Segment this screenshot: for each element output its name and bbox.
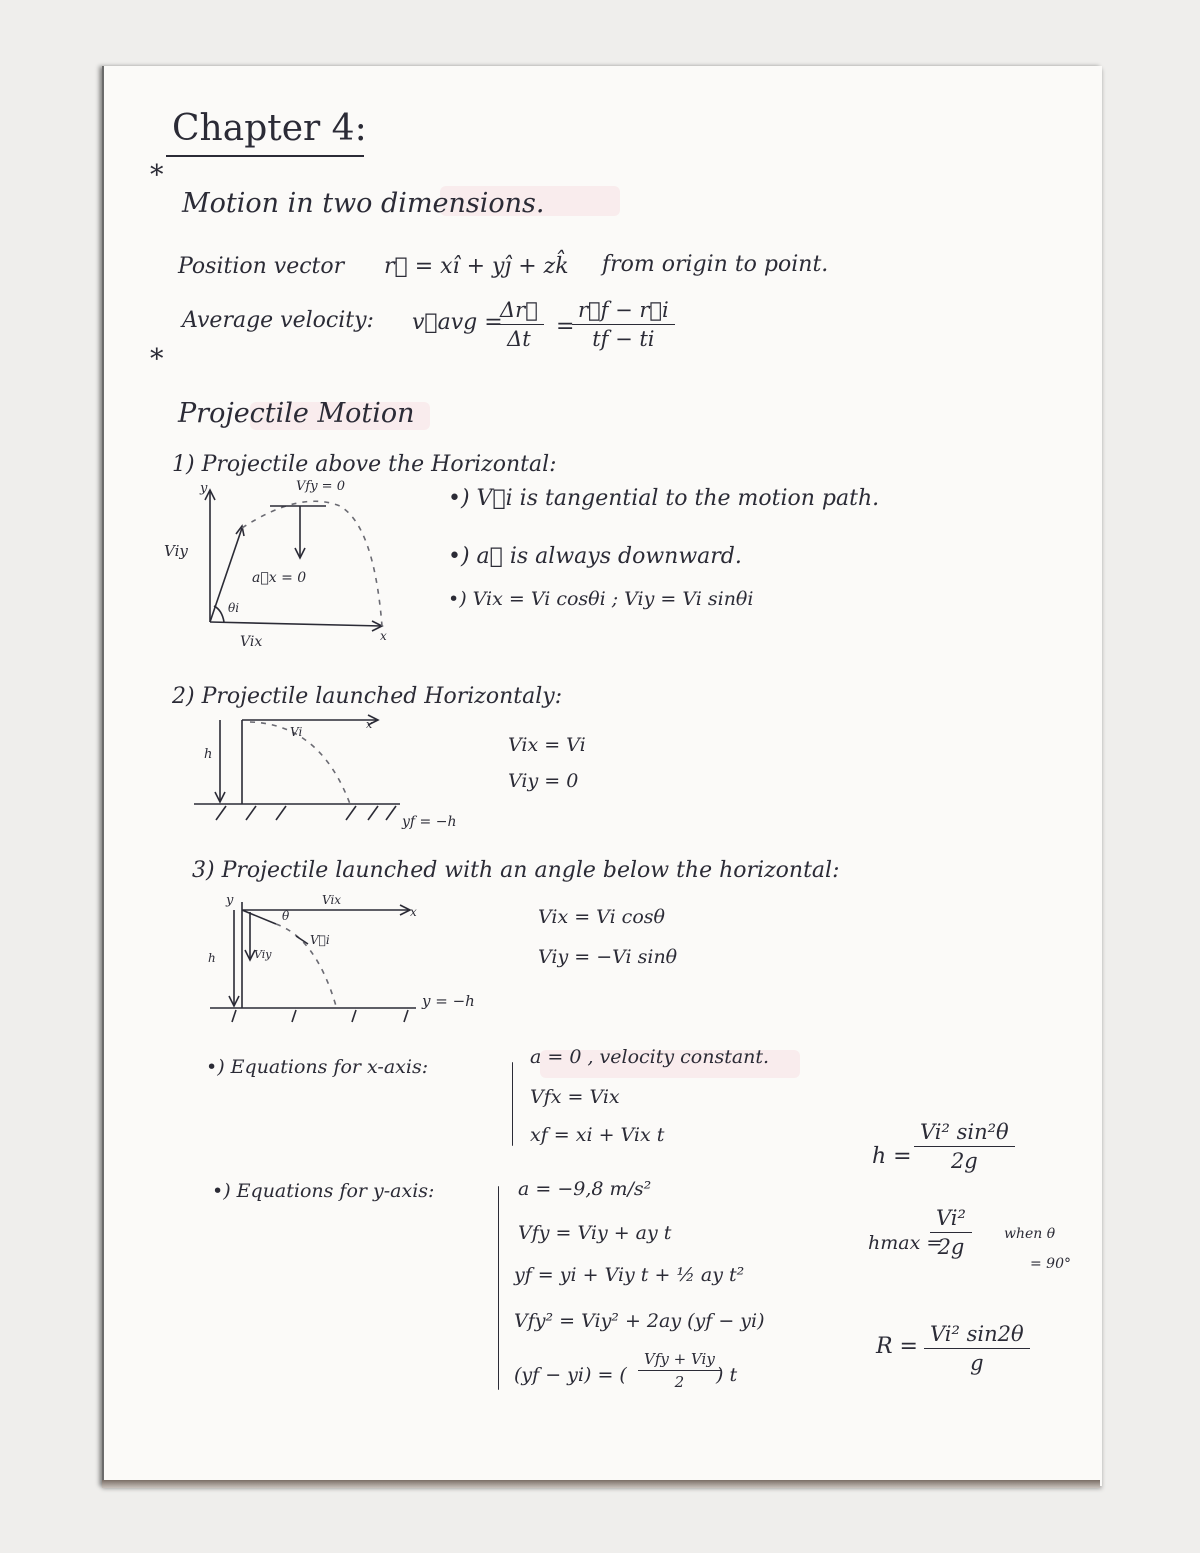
position-label: Position vector: [178, 254, 345, 279]
y-equation: yf = yi + Viy t + ½ ay t²: [514, 1264, 745, 1286]
y-equation: a = −9,8 m/s²: [518, 1178, 652, 1200]
angle-ray: [242, 910, 276, 924]
diagram-label: Viy: [164, 542, 188, 560]
x-axis-equations-label: •) Equations for x-axis:: [206, 1056, 429, 1078]
height-formula-lhs: h =: [872, 1144, 912, 1169]
height-formula-fraction: [914, 1120, 1015, 1173]
equals-sign: =: [556, 314, 575, 339]
diagram-label: θi: [228, 601, 240, 615]
fraction-numerator: Vi²: [930, 1206, 972, 1233]
hmax-formula-fraction: [930, 1206, 972, 1259]
x-equations-brace: [512, 1062, 513, 1146]
ground-hatch: [246, 806, 256, 820]
case3-diagram: [196, 888, 496, 1038]
chapter-underline: [166, 155, 364, 157]
case1-heading: 1) Projectile above the Horizontal:: [172, 452, 557, 477]
case2-equation: Vix = Vi: [508, 734, 586, 756]
x-equation: a = 0 , velocity constant.: [530, 1046, 770, 1068]
angle-arc: [214, 606, 224, 622]
diagram-label: Vix: [240, 634, 263, 650]
fraction-denominator: 2g: [937, 1235, 965, 1259]
hmax-formula-lhs: hmax =: [868, 1232, 943, 1254]
diagram-label: Viy: [254, 948, 272, 961]
case1-note: •) V⃗i is tangential to the motion path.: [448, 486, 880, 511]
diagram-label: x: [380, 629, 387, 643]
case3-equation: Viy = −Vi sinθ: [538, 946, 678, 968]
diagram-label: x: [410, 905, 417, 919]
fraction-denominator: tf − ti: [592, 327, 655, 351]
diagram-label: Vix: [322, 893, 342, 907]
diagram-label: V⃗i: [310, 933, 330, 947]
diagram-label: h: [204, 747, 213, 762]
diagram-label: x: [366, 718, 373, 731]
trajectory-path: [242, 501, 382, 626]
ground-hatch: [368, 806, 378, 820]
section-star: *: [150, 160, 164, 191]
case1-diagram: [160, 478, 420, 648]
case1-note: •) a⃗ is always downward.: [448, 544, 742, 569]
fraction-numerator: Δr⃗: [494, 298, 544, 325]
velocity-fraction-1: [494, 298, 544, 351]
case2-equation: Viy = 0: [508, 770, 579, 792]
chapter-title: Chapter 4:: [172, 108, 367, 149]
fraction-denominator: 2g: [950, 1149, 978, 1173]
diagram-label: a⃗x = 0: [252, 570, 307, 586]
velocity-label: Average velocity:: [182, 308, 374, 333]
y-equation-last-fraction: [638, 1350, 721, 1391]
range-formula-lhs: R =: [876, 1334, 918, 1359]
section-heading-motion: Motion in two dimensions.: [182, 188, 545, 219]
fraction-numerator: Vi² sin²θ: [914, 1120, 1015, 1147]
ground-hatch: [386, 806, 396, 820]
ground-hatch: [216, 806, 226, 820]
range-formula-fraction: [924, 1322, 1030, 1375]
ground-hatch: [276, 806, 286, 820]
y-equations-brace: [498, 1186, 499, 1390]
y-equation-last-lhs: (yf − yi) = (: [514, 1364, 627, 1386]
fraction-numerator: r⃗f − r⃗i: [572, 298, 675, 325]
hmax-note: when θ: [1004, 1226, 1056, 1242]
position-expression: r⃗ = xî + yĵ + zk̂: [384, 254, 569, 279]
case1-note: •) Vix = Vi cosθi ; Viy = Vi sinθi: [448, 588, 754, 610]
diagram-label: y: [200, 481, 208, 496]
velocity-fraction-2: [572, 298, 675, 351]
x-axis-line: [210, 622, 382, 626]
y-equation-last-rhs: ) t: [716, 1364, 738, 1386]
ground-hatch: [404, 1010, 408, 1022]
section-star: *: [150, 344, 164, 375]
diagram-label: h: [208, 951, 216, 965]
x-equation: xf = xi + Vix t: [530, 1124, 665, 1146]
diagram-label: Vfy = 0: [296, 479, 345, 494]
section-heading-projectile: Projectile Motion: [178, 398, 415, 429]
diagram-label: θ: [282, 909, 290, 923]
y-equation: Vfy² = Viy² + 2ay (yf − yi): [514, 1310, 765, 1332]
position-tail: from origin to point.: [602, 252, 829, 277]
fraction-numerator: Vi² sin2θ: [924, 1322, 1030, 1349]
x-equation: Vfx = Vix: [530, 1086, 620, 1108]
fraction-denominator: g: [970, 1351, 984, 1375]
case3-heading: 3) Projectile launched with an angle below the horizontal:: [192, 858, 840, 883]
case2-diagram: [190, 708, 470, 838]
fraction-denominator: 2: [674, 1373, 685, 1391]
diagram-label: yf = −h: [402, 814, 457, 830]
page-bottom-edge: [102, 1480, 1100, 1488]
ground-hatch: [292, 1010, 296, 1022]
y-equation: Vfy = Viy + ay t: [518, 1222, 672, 1244]
fraction-numerator: Vfy + Viy: [638, 1350, 721, 1371]
velocity-lhs: v⃗avg =: [412, 310, 503, 335]
ground-hatch: [346, 806, 356, 820]
case3-equation: Vix = Vi cosθ: [538, 906, 665, 928]
diagram-label: Vi: [290, 725, 303, 739]
ground-hatch: [232, 1010, 236, 1022]
hmax-note: = 90°: [1030, 1256, 1071, 1272]
velocity-vector: [296, 936, 308, 944]
fraction-denominator: Δt: [507, 327, 531, 351]
diagram-label: y = −h: [422, 992, 475, 1010]
ground-hatch: [352, 1010, 356, 1022]
case2-heading: 2) Projectile launched Horizontaly:: [172, 684, 563, 709]
y-axis-equations-label: •) Equations for y-axis:: [212, 1180, 435, 1202]
diagram-label: y: [226, 893, 234, 908]
